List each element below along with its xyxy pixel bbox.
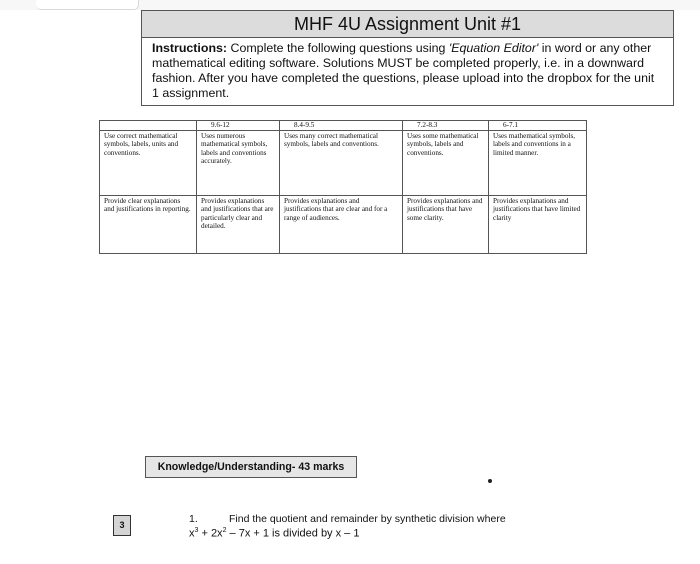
- rubric-table: [99, 120, 587, 254]
- rubric-cell: Uses some mathematical symbols, labels and conventions.: [403, 131, 489, 196]
- rubric-level-header: 6-7.1: [489, 121, 587, 131]
- rubric-level-header: 9.6-12: [197, 121, 280, 131]
- page-title: MHF 4U Assignment Unit #1: [142, 11, 673, 38]
- rubric-level-header: 8.4-9.5: [280, 121, 403, 131]
- top-strip: [0, 0, 700, 10]
- rubric-cell: Provides explanations and justifications that have some clarity.: [403, 196, 489, 254]
- rubric-cell: Uses numerous mathematical symbols, labels and conventions accurately.: [197, 131, 280, 196]
- rubric-level-header: 7.2-8.3: [403, 121, 489, 131]
- question-marks-badge: 3: [113, 515, 131, 536]
- rubric-cell: Provides explanations and justifications that have limited clarity: [489, 196, 587, 254]
- rubric-cell: Provides explanations and justifications that are clear and for a range of audiences.: [280, 196, 403, 254]
- top-tab: [36, 0, 139, 10]
- question-expression: $x^3 + 2x^2 - 7x + 1$ is divided by x – 1: [189, 527, 360, 540]
- rubric-cell: Provides explanations and justifications that are particularly clear and detailed.: [197, 196, 280, 254]
- bullet-dot: [488, 479, 492, 483]
- rubric-row: [100, 131, 587, 196]
- question-number: 1.: [189, 513, 198, 525]
- rubric-criterion: Use correct mathematical symbols, labels, units and conventions.: [100, 131, 197, 196]
- instructions-pre: Complete the following questions using: [230, 41, 449, 55]
- instructions-label: Instructions: [152, 41, 223, 55]
- rubric-corner-cell: [100, 121, 197, 131]
- question-prompt: Find the quotient and remainder by synthetic division where: [229, 513, 506, 525]
- instructions-paragraph: Instructions: Complete the following questions using 'Equation Editor' in word or any other mathematical editing software. Solutions MUST be completed properly, i.e. in a downward fashion. After you have completed the questions, please upload into the dropbox for the unit 1 assignment.: [152, 41, 655, 100]
- rubric-criterion: Provide clear explanations and justifications in reporting.: [100, 196, 197, 254]
- rubric-row: [100, 196, 587, 254]
- assignment-header: [141, 10, 674, 106]
- rubric-cell: Uses many correct mathematical symbols, labels and conventions.: [280, 131, 403, 196]
- rubric-cell: Uses mathematical symbols, labels and conventions in a limited manner.: [489, 131, 587, 196]
- instructions-post: in word or any other mathematical editing software. Solutions MUST be completed properly, i.e. in a downward fashion. After you have completed the questions, please upload into the dropbox for the unit 1 assignment.: [152, 41, 655, 100]
- rubric-header-row: [100, 121, 587, 131]
- instructions-italic: 'Equation Editor': [448, 41, 539, 55]
- knowledge-section-label: Knowledge/Understanding- 43 marks: [145, 456, 357, 478]
